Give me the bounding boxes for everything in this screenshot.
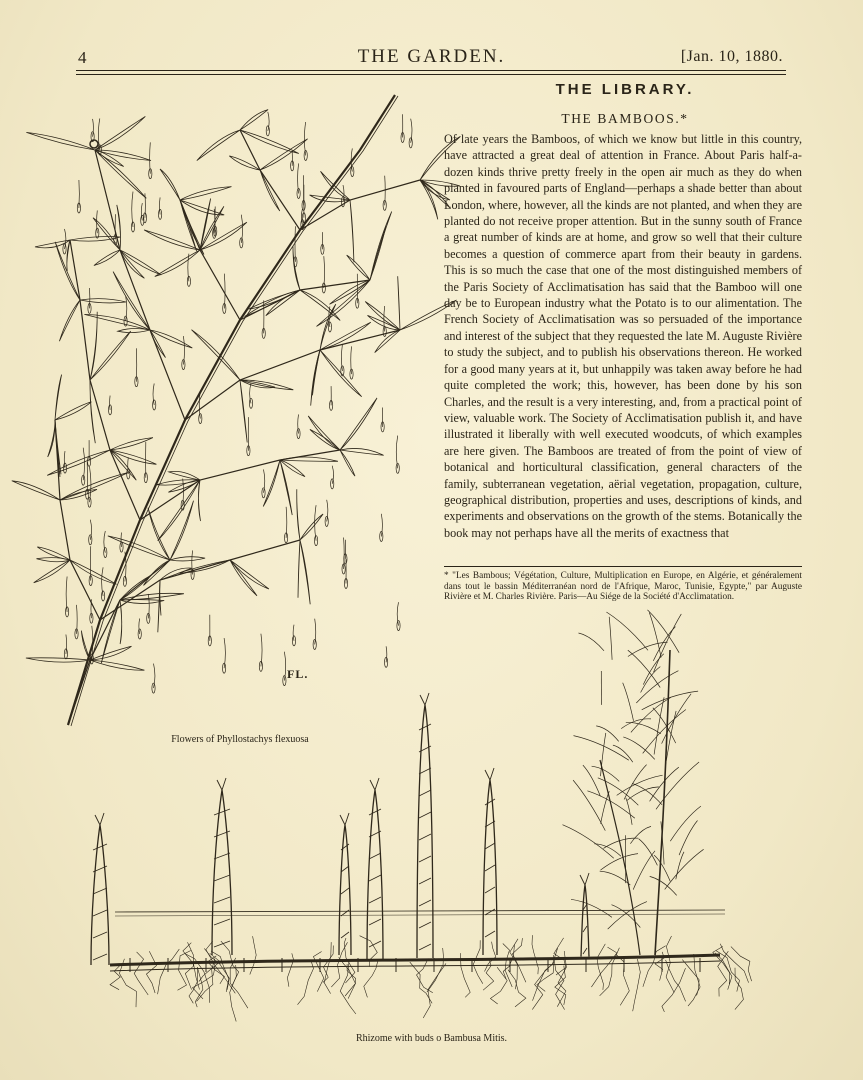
issue-date: [Jan. 10, 1880. <box>680 48 783 65</box>
article-title: THE BAMBOOS.* <box>561 111 689 126</box>
section-title: THE LIBRARY. <box>555 81 695 98</box>
footnote: * "Les Bambous; Végétation, Culture, Multiplication en Europe, en Algérie, et généralement dans tout le bassin Méditerranéan nord de l'Afrique, Maroc, Tunisie, Egypte," par Auguste Rivière et M. Charles Rivière. Paris—Au Siége de la Société d'Acclimatation. <box>444 571 802 603</box>
figure-phyllostachys-flowers <box>12 95 461 726</box>
article-body: Of late years the Bamboos, of which we know but little in this country, have attracted a great deal of attention in France. About Paris half-a-dozen kinds thrive pretty freely in the open air much as they do when planted in favoured parts of England—perhaps a shade better than about London, where, however, all the kinds are not planted, and when they are planted do not receive proper attention. But in the sunny south of France a great number of kinds are at home, and grow so well that their culture becomes a question of commerce apart from their beauty in gardens. This is so much the case that one of the most distinguished members of the Paris Society of Acclimatisation has said that the Bamboo will one day be to European industry what the Potato is to our alimentation. The French Society of Acclimatisation was so persuaded of the importance and interest of the subject that they requested the late M. Auguste Rivière to study the subject, and to publish his observations thereon. He worked for a good many years at it, but unhappily was taken away before he had quite completed the work; this, however, has been done by his son Charles, and the result is a very interesting, and, from a practical point of view, valuable work. The Society of Acclimatisation publish it, and have illustrated it liberally with well executed woodcuts, of which examples are here given. The Bamboos are treated of from the point of view of botanical and horticultural classification, general characters of the family, subterranean vegetation, aërial vegetation, propagation, culture, geographical distribution, properties and uses, descriptions of kinds, and experiments and observations on the growth of the stems. Botanically the book may not perhaps have all the merits of exactness that <box>444 132 802 540</box>
figure1-label: FL. <box>287 667 309 681</box>
figure2-caption: Rhizome with buds o Bambusa Mitis. <box>355 1033 508 1044</box>
page-number: 4 <box>78 48 87 67</box>
masthead-title: THE GARDEN. <box>357 46 506 67</box>
figure1-caption: Flowers of Phyllostachys flexuosa <box>171 734 309 745</box>
figure-bambusa-rhizome <box>91 610 752 1022</box>
